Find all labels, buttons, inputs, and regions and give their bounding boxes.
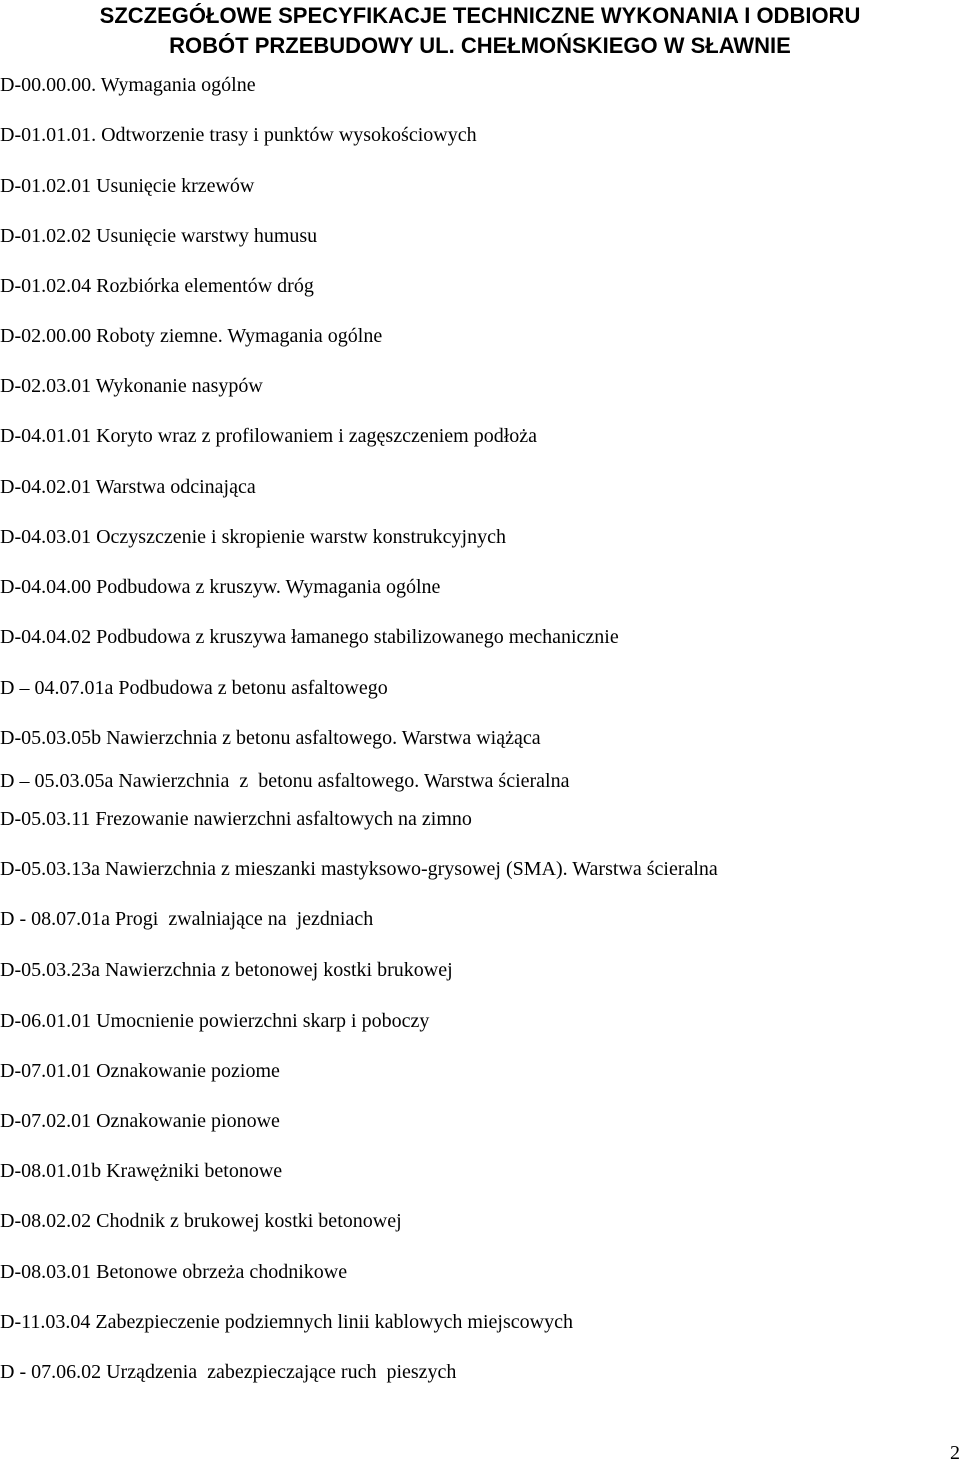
document-title-line-1: SZCZEGÓŁOWE SPECYFIKACJE TECHNICZNE WYKONANIA I ODBIORU (99, 3, 861, 28)
list-item: D-07.02.01 Oznakowanie pionowe (0, 1110, 280, 1132)
list-item: D-01.02.04 Rozbiórka elementów dróg (0, 275, 314, 297)
list-item: D-06.01.01 Umocnienie powierzchni skarp i poboczy (0, 1010, 430, 1032)
list-item: D-04.03.01 Oczyszczenie i skropienie warstw konstrukcyjnych (0, 526, 506, 548)
list-item: D-07.01.01 Oznakowanie poziome (0, 1060, 280, 1082)
list-item: D-04.04.02 Podbudowa z kruszywa łamanego stabilizowanego mechanicznie (0, 626, 619, 648)
list-item: D-00.00.00. Wymagania ogólne (0, 74, 256, 96)
list-item: D-08.02.02 Chodnik z brukowej kostki betonowej (0, 1210, 402, 1232)
list-item: D-01.02.02 Usunięcie warstwy humusu (0, 225, 318, 247)
list-item: D-01.02.01 Usunięcie krzewów (0, 175, 255, 197)
document-title-line-2: ROBÓT PRZEBUDOWY UL. CHEŁMOŃSKIEGO W SŁAWNIE (169, 33, 791, 58)
page-number: 2 (950, 1442, 960, 1464)
list-item: D-08.01.01b Krawężniki betonowe (0, 1160, 283, 1182)
list-item: D-04.04.00 Podbudowa z kruszyw. Wymagania ogólne (0, 576, 441, 598)
list-item: D-02.03.01 Wykonanie nasypów (0, 375, 263, 397)
list-item: D-11.03.04 Zabezpieczenie podziemnych linii kablowych miejscowych (0, 1311, 573, 1333)
list-item: D-01.01.01. Odtworzenie trasy i punktów wysokościowych (0, 124, 477, 146)
list-item: D-05.03.11 Frezowanie nawierzchni asfaltowych na zimno (0, 808, 472, 830)
list-item: D-04.02.01 Warstwa odcinająca (0, 476, 256, 498)
list-item: D – 05.03.05a Nawierzchnia z betonu asfaltowego. Warstwa ścieralna (0, 770, 570, 792)
list-item: D-02.00.00 Roboty ziemne. Wymagania ogólne (0, 325, 383, 347)
list-item: D-05.03.05b Nawierzchnia z betonu asfaltowego. Warstwa wiążąca (0, 727, 541, 749)
list-item: D-05.03.13a Nawierzchnia z mieszanki mastyksowo-grysowej (SMA). Warstwa ścieralna (0, 858, 718, 880)
list-item: D-05.03.23a Nawierzchnia z betonowej kostki brukowej (0, 959, 453, 981)
list-item: D - 08.07.01a Progi zwalniające na jezdniach (0, 908, 374, 930)
list-item: D-08.03.01 Betonowe obrzeża chodnikowe (0, 1261, 348, 1283)
list-item: D – 04.07.01a Podbudowa z betonu asfaltowego (0, 677, 388, 699)
list-item: D - 07.06.02 Urządzenia zabezpieczające ruch pieszych (0, 1361, 457, 1383)
list-item: D-04.01.01 Koryto wraz z profilowaniem i zagęszczeniem podłoża (0, 425, 538, 447)
